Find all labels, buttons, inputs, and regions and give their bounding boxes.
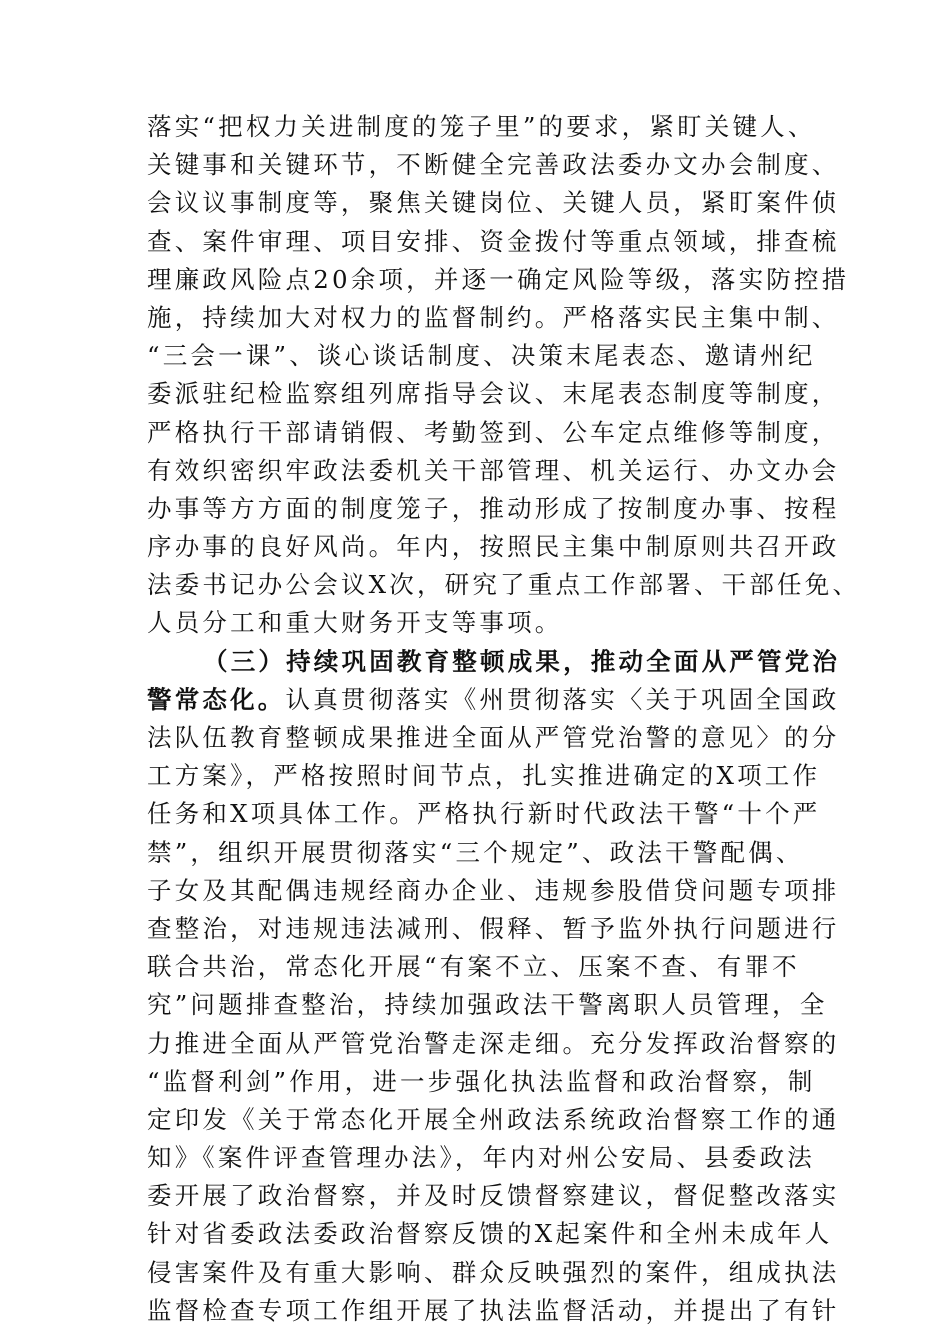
text-line: “三会一课”、谈心谈话制度、决策末尾表态、邀请州纪 — [147, 341, 816, 371]
text-line: 人员分工和重大财务开支等事项。 — [147, 608, 563, 638]
body-text — [147, 108, 861, 1330]
text-line: 法队伍教育整顿成果推进全面从严管党治警的意见〉的分 — [147, 723, 840, 752]
text-line: 联合共治，常态化开展“有案不立、压案不查、有罪不 — [147, 952, 800, 982]
text-line: 查、案件审理、项目安排、资金拨付等重点领域，排查梳 — [147, 226, 840, 256]
text-line: 委派驻纪检监察组列席指导会议、末尾表态制度等制度， — [147, 379, 840, 409]
text-line: 子女及其配偶违规经商办企业、违规参股借贷问题专项排 — [147, 875, 840, 905]
text-line: 办事等方方面的制度笼子，推动形成了按制度办事、按程 — [147, 493, 840, 523]
text-line — [147, 681, 840, 719]
section-heading-end: 警常态化。 — [147, 684, 286, 714]
text-line: 严格执行干部请销假、考勤签到、公车定点维修等制度， — [147, 417, 840, 447]
text-line: 工方案》，严格按照时间节点，扎实推进确定的X项工作 — [147, 761, 821, 791]
text-line: 会议议事制度等，聚焦关键岗位、关键人员，紧盯案件侦 — [147, 188, 840, 218]
text-line: 理廉政风险点20余项，并逐一确定风险等级，落实防控措 — [147, 264, 850, 294]
text-line: 究”问题排查整治，持续加强政法干警离职人员管理，全 — [147, 990, 828, 1020]
text-line: 监督检查专项工作组开展了执法监督活动，并提出了有针 — [147, 1295, 840, 1325]
text-line: 知》《案件评查管理办法》，年内对州公安局、县委政法 — [147, 1143, 815, 1173]
section-heading: （三）持续巩固教育整顿成果，推动全面从严管党治 — [203, 646, 841, 676]
text-line: 施，持续加大对权力的监督制约。严格落实民主集中制、 — [147, 302, 840, 332]
text-line: 查整治，对违规违法减刑、假释、暂予监外执行问题进行 — [147, 913, 840, 943]
text-line: “监督利剑”作用，进一步强化执法监督和政治督察，制 — [147, 1066, 816, 1096]
text-line: 关键事和关键环节，不断健全完善政法委办文办会制度、 — [147, 150, 840, 180]
text-line: 针对省委政法委政治督察反馈的X起案件和全州未成年人 — [147, 1219, 833, 1249]
text-line: 禁”，组织开展贯彻落实“三个规定”、政法干警配偶、 — [147, 837, 804, 867]
text-line: 委开展了政治督察，并及时反馈督察建议，督促整改落实 — [147, 1181, 840, 1211]
text-line: 定印发《关于常态化开展全州政法系统政治督察工作的通 — [147, 1104, 840, 1134]
text-run: 认真贯彻落实《州贯彻落实〈关于巩固全国政 — [285, 684, 840, 714]
text-line: 序办事的良好风尚。年内，按照民主集中制原则共召开政 — [147, 532, 840, 562]
text-line: 侵害案件及有重大影响、群众反映强烈的案件，组成执法 — [147, 1257, 840, 1287]
text-line: 有效织密织牢政法委机关干部管理、机关运行、办文办会 — [147, 455, 840, 485]
text-line: 任务和X项具体工作。严格执行新时代政法干警“十个严 — [147, 799, 821, 829]
text-line: 力推进全面从严管党治警走深走细。充分发挥政治督察的 — [147, 1028, 840, 1058]
text-line: 法委书记办公会议X次，研究了重点工作部署、干部任免、 — [147, 570, 861, 600]
text-line: 落实“把权力关进制度的笼子里”的要求，紧盯关键人、 — [147, 112, 816, 141]
